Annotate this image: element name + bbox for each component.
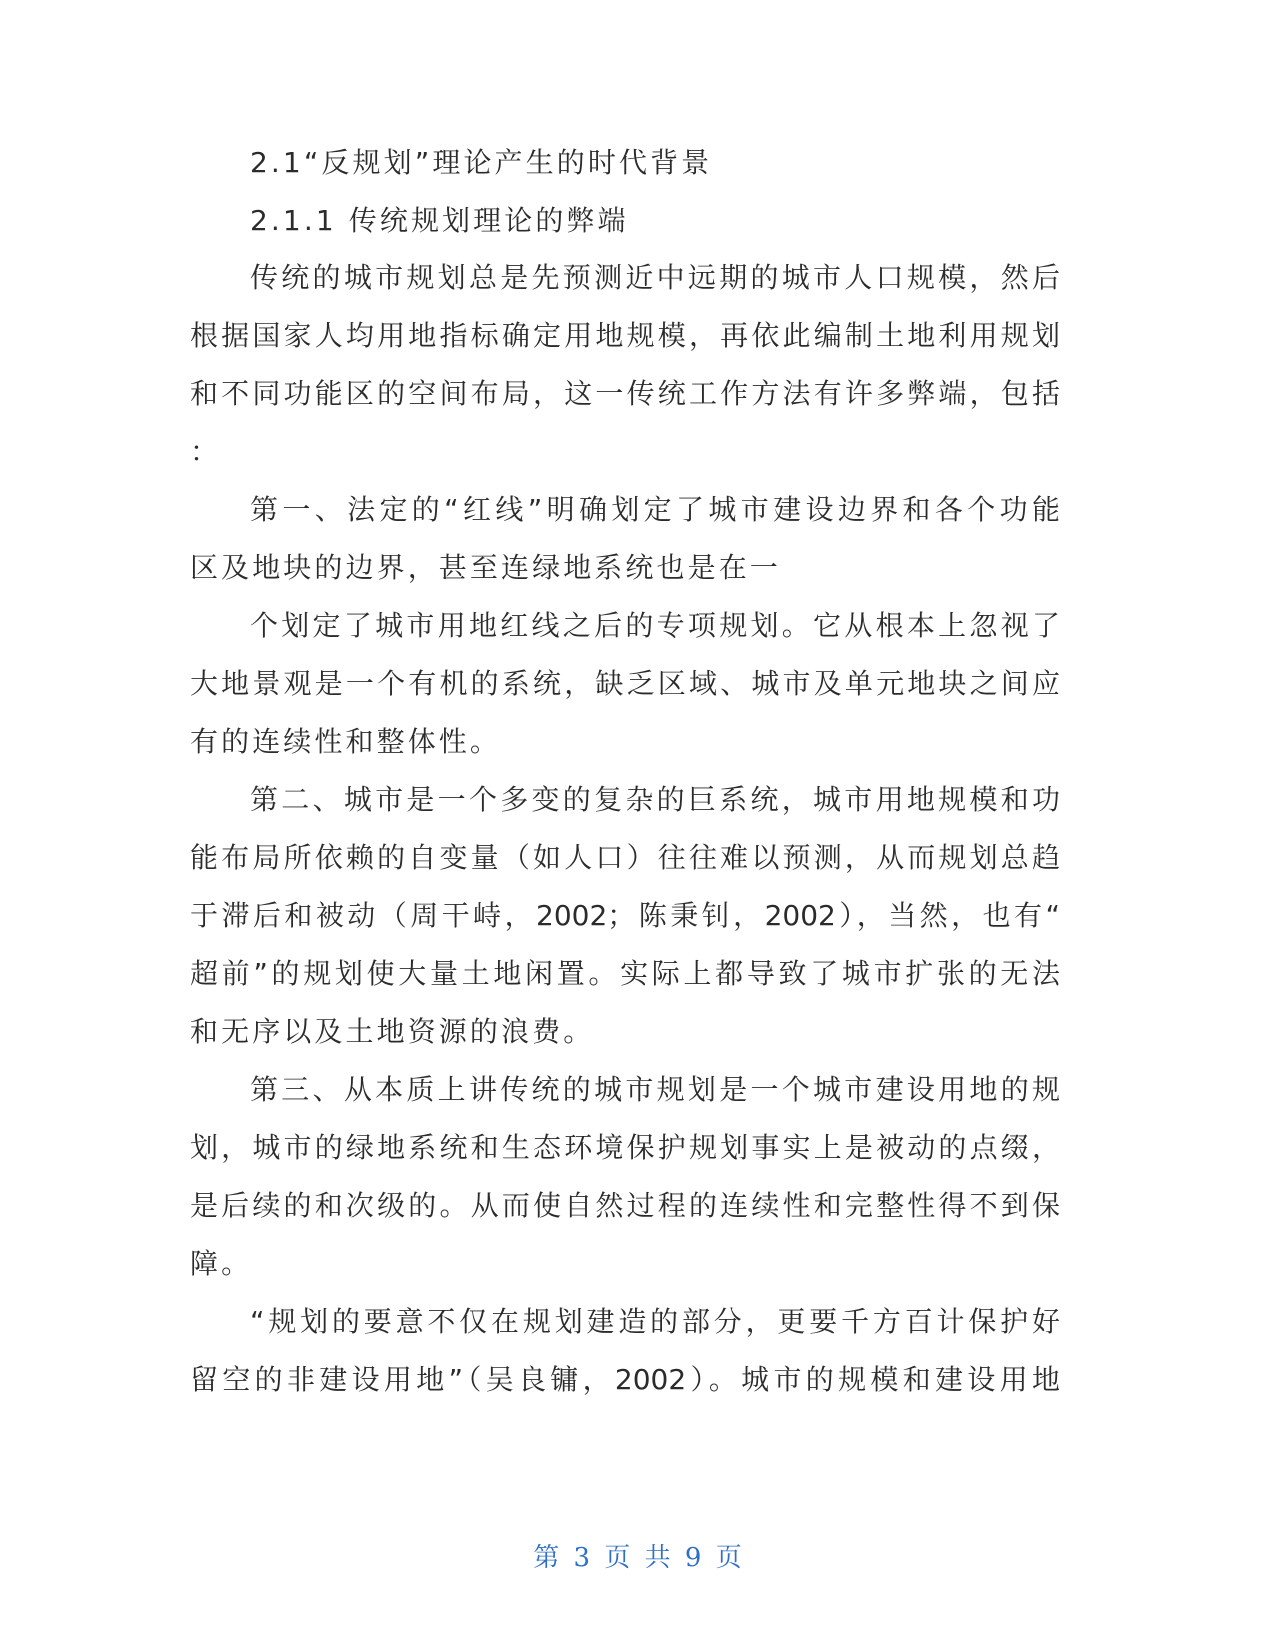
paragraph-line: 障。 xyxy=(190,1247,253,1280)
paragraph-line: 第三、从本质上讲传统的城市规划是一个城市建设用地的规 xyxy=(250,1073,1060,1106)
paragraph-line: 于滞后和被动（周干峙，2002；陈秉钊，2002），当然，也有“ xyxy=(190,899,1060,932)
paragraph-line: 根据国家人均用地指标确定用地规模，再依此编制土地利用规划 xyxy=(190,319,1060,352)
paragraph-line: 超前”的规划使大量土地闲置。实际上都导致了城市扩张的无法 xyxy=(190,957,1060,990)
page-number-footer: 第 3 页 共 9 页 xyxy=(533,1543,742,1573)
paragraph-line: 是后续的和次级的。从而使自然过程的连续性和完整性得不到保 xyxy=(190,1189,1060,1222)
subsection-heading: 2.1.1 传统规划理论的弊端 xyxy=(250,204,629,237)
paragraph-line: 传统的城市规划总是先预测近中远期的城市人口规模，然后 xyxy=(250,261,1060,294)
paragraph-line: 第一、法定的“红线”明确划定了城市建设边界和各个功能 xyxy=(250,493,1060,526)
paragraph-line: 留空的非建设用地”（吴良镛，2002）。城市的规模和建设用地 xyxy=(190,1363,1060,1396)
paragraph-line: 个划定了城市用地红线之后的专项规划。它从根本上忽视了 xyxy=(250,609,1060,642)
paragraph-line: “规划的要意不仅在规划建造的部分，更要千方百计保护好 xyxy=(250,1305,1060,1338)
paragraph-line: 和无序以及土地资源的浪费。 xyxy=(190,1015,595,1048)
paragraph-line: ： xyxy=(190,435,222,468)
paragraph-line: 划，城市的绿地系统和生态环境保护规划事实上是被动的点缀， xyxy=(190,1131,1060,1164)
paragraph-line: 和不同功能区的空间布局，这一传统工作方法有许多弊端，包括 xyxy=(190,377,1060,410)
paragraph-line: 第二、城市是一个多变的复杂的巨系统，城市用地规模和功 xyxy=(250,783,1060,816)
paragraph-line: 有的连续性和整体性。 xyxy=(190,725,502,758)
paragraph-line: 区及地块的边界，甚至连绿地系统也是在一 xyxy=(190,551,781,584)
section-heading: 2.1“反规划”理论产生的时代背景 xyxy=(250,146,713,179)
paragraph-line: 大地景观是一个有机的系统，缺乏区域、城市及单元地块之间应 xyxy=(190,667,1060,700)
paragraph-line: 能布局所依赖的自变量（如人口）往往难以预测，从而规划总趋 xyxy=(190,841,1060,874)
